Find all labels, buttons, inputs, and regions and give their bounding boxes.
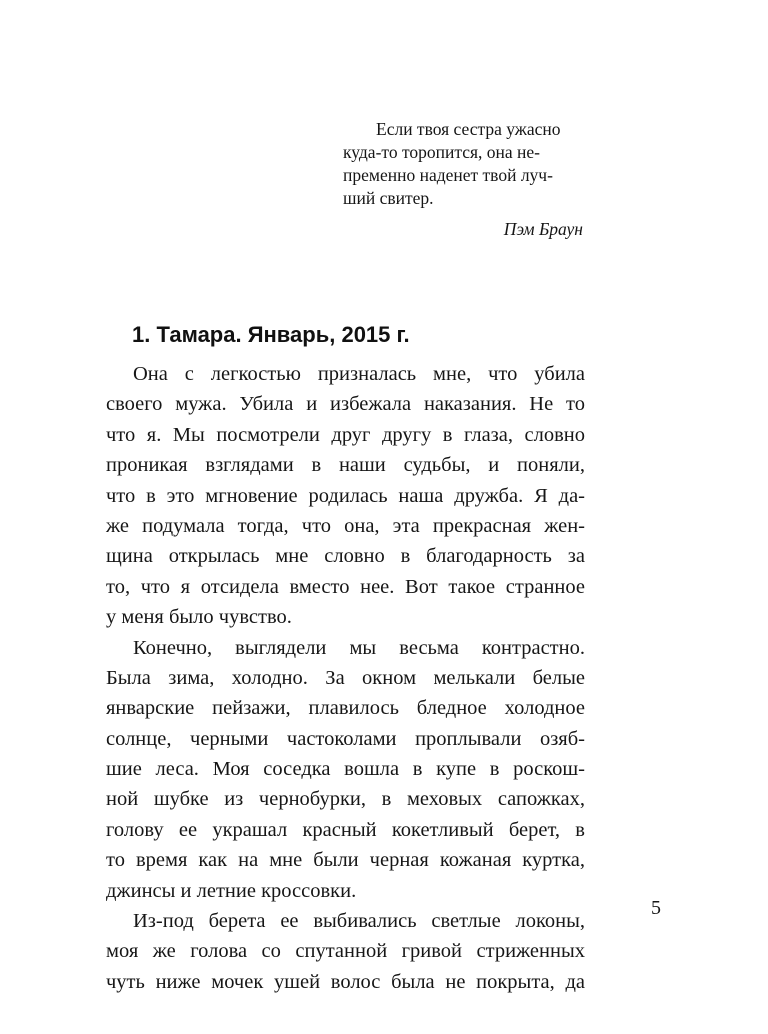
epigraph-line: куда-то торопится, она не- — [343, 142, 540, 162]
paragraph-line: голову ее украшал красный кокетливый берет, в — [106, 818, 585, 841]
paragraph-line: джинсы и летние кроссовки. — [106, 879, 357, 902]
paragraph-line: же подумала тогда, что она, эта прекрасная жен- — [106, 514, 585, 537]
paragraph-line: ной шубке из чернобурки, в меховых сапожках, — [106, 788, 585, 811]
paragraph-line: солнце, черными частоколами проплывали озяб- — [106, 727, 585, 750]
epigraph-author: Пэм Браун — [503, 219, 583, 239]
body-text — [106, 359, 585, 997]
paragraph-line: чуть ниже мочек ушей волос была не покрыта, да — [106, 970, 585, 993]
paragraph-line: что в это мгновение родилась наша дружба. Я да- — [106, 484, 585, 507]
chapter-title: 1. Тамара. Январь, 2015 г. — [132, 322, 410, 347]
paragraph-line: Из-под берета ее выбивались светлые локоны, — [133, 910, 585, 933]
paragraph-line: то, что я отсидела вместо нее. Вот такое странное — [106, 575, 585, 598]
epigraph-line: ший свитер. — [343, 188, 434, 208]
paragraph-line: Была зима, холодно. За окном мелькали белые — [106, 666, 585, 689]
paragraph-line: январские пейзажи, плавилось бледное холодное — [106, 697, 585, 720]
paragraph-line: то время как на мне были черная кожаная куртка, — [106, 849, 585, 872]
page-number: 5 — [651, 897, 661, 919]
paragraph-line: шие леса. Моя соседка вошла в купе в роскош- — [106, 758, 585, 781]
paragraph-line: щина открылась мне словно в благодарность за — [106, 545, 585, 568]
paragraph-line: моя же голова со спутанной гривой стриженных — [106, 940, 585, 963]
paragraph-line: Конечно, выглядели мы весьма контрастно. — [133, 636, 585, 659]
paragraph-line: своего мужа. Убила и избежала наказания. Не то — [106, 393, 585, 416]
epigraph — [343, 118, 593, 241]
paragraph-line: проникая взглядами в наши судьбы, и поняли, — [106, 454, 585, 477]
epigraph-line: Если твоя сестра ужасно — [376, 119, 561, 139]
epigraph-line: пременно наденет твой луч- — [343, 165, 553, 185]
paragraph-line: у меня было чувство. — [106, 606, 292, 629]
paragraph-line: что я. Мы посмотрели друг другу в глаза, словно — [106, 423, 585, 446]
paragraph-line: Она с легкостью призналась мне, что убила — [133, 363, 585, 385]
